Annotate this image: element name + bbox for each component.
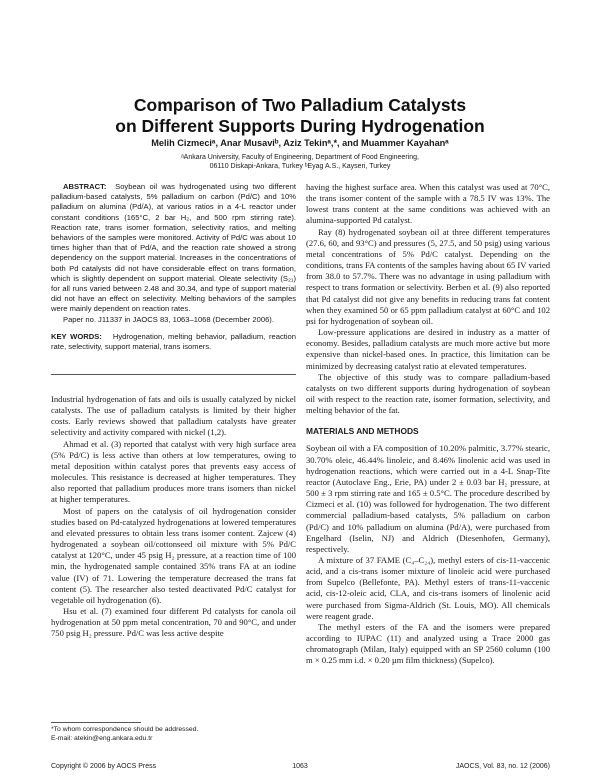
right-column <box>306 182 550 667</box>
footnote-divider <box>51 722 141 723</box>
abstract-text: Soybean oil was hydrogenated using two different palladium-based catalysts, 5% palladium on carbon (Pd/C) and 10% palladium on alumina (Pd/A), at various ratios in a 4-L reactor under constant conditions (165°C, 2 bar H₂, and 500 rpm stirring rate). Reaction rate, trans isomer formation, selectivity ratios, and melting behaviors of the samples were monitored. Activity of Pd/C was about 10 times higher than that of Pd/A, and the reaction rate showed a strong dependency on the support material. Increases in the concentrations of both Pd catalysts did not have considerable effect on trans formation, which is slightly dependent on support material. Oleate selectivity (S₂₁) for all runs varied between 2.48 and 30.34, and type of support material did not have an effect on selectivity. Melting behaviors of the samples were mainly dependent on reaction rates. <box>51 182 296 314</box>
intro-paragraph-4: Hsu et al. (7) examined four different Pd catalysts for canola oil hydrogenation at 50 ppm metal concentration, 70 and 90°C, and under 750 psig H₂ pressure. Pd/C was less active despite <box>51 605 296 639</box>
copyright-notice: Copyright © 2006 by AOCS Press <box>51 763 157 770</box>
right-paragraph-3: Low-pressure applications are desired in industry as a matter of economy. Besides, palladium catalysts are much more active but more expensive than nickel-based ones. In practice, this limitation can be minimized by decreasing catalyst ratio at elevated temperatures. <box>306 327 550 371</box>
intro-paragraph-3: Most of papers on the catalysis of oil hydrogenation consider studies based on Pd-catalyzed hydrogenations at lowered temperatures and elevated pressures to obtain less trans isomer content. Zajcew (4) hydrogenated a soybean oil/cottonseed oil mixture with 5% Pd/C catalyst at 120°C, under 45 psig H₂ pressure, at a reaction time of 100 min, the hydrogenated sample contained 35% trans FA at an iodine value (IV) of 71. Lowering the temperature decreased the trans fat content (5). The researcher also tested deactivated Pd/C catalyst for vegetable oil hydrogenation (6). <box>51 505 296 605</box>
article-title-line-2: on Different Supports During Hydrogenation <box>115 116 485 136</box>
methods-paragraph-2: A mixture of 37 FAME (C₄–C₂₄), methyl esters of cis-11-vaccenic acid, and a cis-trans isomer mixture of linoleic acid were purchased from Supelco (Bellefonte, PA). Methyl esters of trans-11-vaccenic acid, cis-12-oleic acid, CLA, and cis-trans isomers of linolenic acid were purchased from Sigma-Aldrich (St. Louis, MO). All chemicals were reagent grade. <box>306 555 550 621</box>
footnote-email: E-mail: atekin@eng.ankara.edu.tr <box>51 734 153 742</box>
footnote-correspondence: *To whom correspondence should be addressed. <box>51 726 199 733</box>
abstract-divider <box>51 374 296 375</box>
intro-paragraph-2: Ahmad et al. (3) reported that catalyst with very high surface area (5% Pd/C) is less active than others at low temperatures, owing to metal deposition within catalyst pores that prevents easy access of molecules. This resistance is decreased at higher temperatures. They also reported that palladium produces more trans isomers than nickel at higher temperatures. <box>51 438 296 505</box>
methods-paragraph-1: Soybean oil with a FA composition of 10.20% palmitic, 3.77% stearic, 30.70% oleic, 46.44% linoleic, and 8.46% linolenic acid was used in hydrogenation reactions, which were carried out in a 4-L Snap-Tite reactor (Autoclave Eng., Erie, PA) under 2 ± 0.03 bar H₂ pressure, at 500 ± 3 rpm stirring rate and 165 ± 0.5°C. The procedure described by Cizmeci et al. (10) was followed for hydrogenation. The two different commercial palladium-based catalysts, 5% palladium on carbon (Pd/C) and 10% palladium on alumina (Pd/A), were purchased from Engelhard (Iselin, NJ) and Aldrich (Diesenhofen, Germany), respectively. <box>306 443 550 554</box>
journal-citation: JAOCS, Vol. 83, no. 12 (2006) <box>455 763 550 770</box>
right-paragraph-2: Ray (8) hydrogenated soybean oil at three different temperatures (27.6, 60, and 93°C) and pressures (5, 27.5, and 50 psig) using various metal concentrations of 5% Pd/C catalyst. Depending on the conditions, trans FA contents of the samples having about 65 IV varied from 38.0 to 57.7%. There was no advantage in using palladium with respect to trans formation or selectivity. Berben et al. (9) also reported that Pd catalyst did not give any benefits in reducing trans fat content when they examined 50 or 65 ppm palladium catalyst at 60°C and 102 psi for hydrogenation of soybean oil. <box>306 226 550 326</box>
right-paragraph-4: The objective of this study was to compare palladium-based catalysts on two different supports during hydrogenation of soybean oil with respect to the reaction rate, isomer formation, selectivity, and melting behavior of the fat. <box>306 371 550 416</box>
article-title-line-1: Comparison of Two Palladium Catalysts <box>133 95 467 115</box>
section-heading-methods: MATERIALS AND METHODS <box>306 426 419 437</box>
author-list: Melih Cizmeciᵃ, Anar Musaviᵇ, Aziz Tekinᵃ,*, and Muammer Kayahanᵃ <box>151 138 449 148</box>
abstract-label: ABSTRACT: <box>63 182 107 191</box>
paper-number: Paper no. J11337 in JAOCS 83, 1063–1068 (December 2006). <box>63 314 274 324</box>
left-column <box>51 182 296 352</box>
methods-paragraph-3: The methyl esters of the FA and the isomers were prepared according to IUPAC (11) and analyzed using a Trace 2000 gas chromatograph (Milan, Italy) equipped with an SP 2560 column (100 m × 0.25 mm i.d. × 0.20 µm film thickness) (Supelco). <box>306 621 550 666</box>
footnote <box>51 726 198 743</box>
intro-paragraph-1: Industrial hydrogenation of fats and oils is usually catalyzed by nickel catalysts. The use of palladium catalysts is limited by their higher costs. Early reviews showed that palladium catalysts have greater selectivity and activity compared with nickel (1,2). <box>51 394 296 438</box>
right-paragraph-1: having the highest surface area. When this catalyst was used at 70°C, the trans isomer content of the sample with a 78.5 IV was 13%. The lowest trans content at the same conditions was achieved with an alumina-supported Pd catalyst. <box>306 182 550 226</box>
affiliation-line-1: ᵃAnkara University, Faculty of Engineering, Department of Food Engineering, <box>181 154 419 161</box>
introduction-body <box>51 394 296 639</box>
keywords-label: KEY WORDS: <box>51 331 102 341</box>
abstract <box>51 182 296 325</box>
page-number: 1063 <box>292 763 308 770</box>
keywords-text: Hydrogenation, melting behavior, palladium, reaction rate, selectivity, support material, trans isomers. <box>51 331 296 352</box>
affiliation-line-2: 06110 Diskapi-Ankara, Turkey ᵇEyag A.S., Kayseri, Turkey <box>209 163 391 170</box>
keywords <box>51 332 296 352</box>
